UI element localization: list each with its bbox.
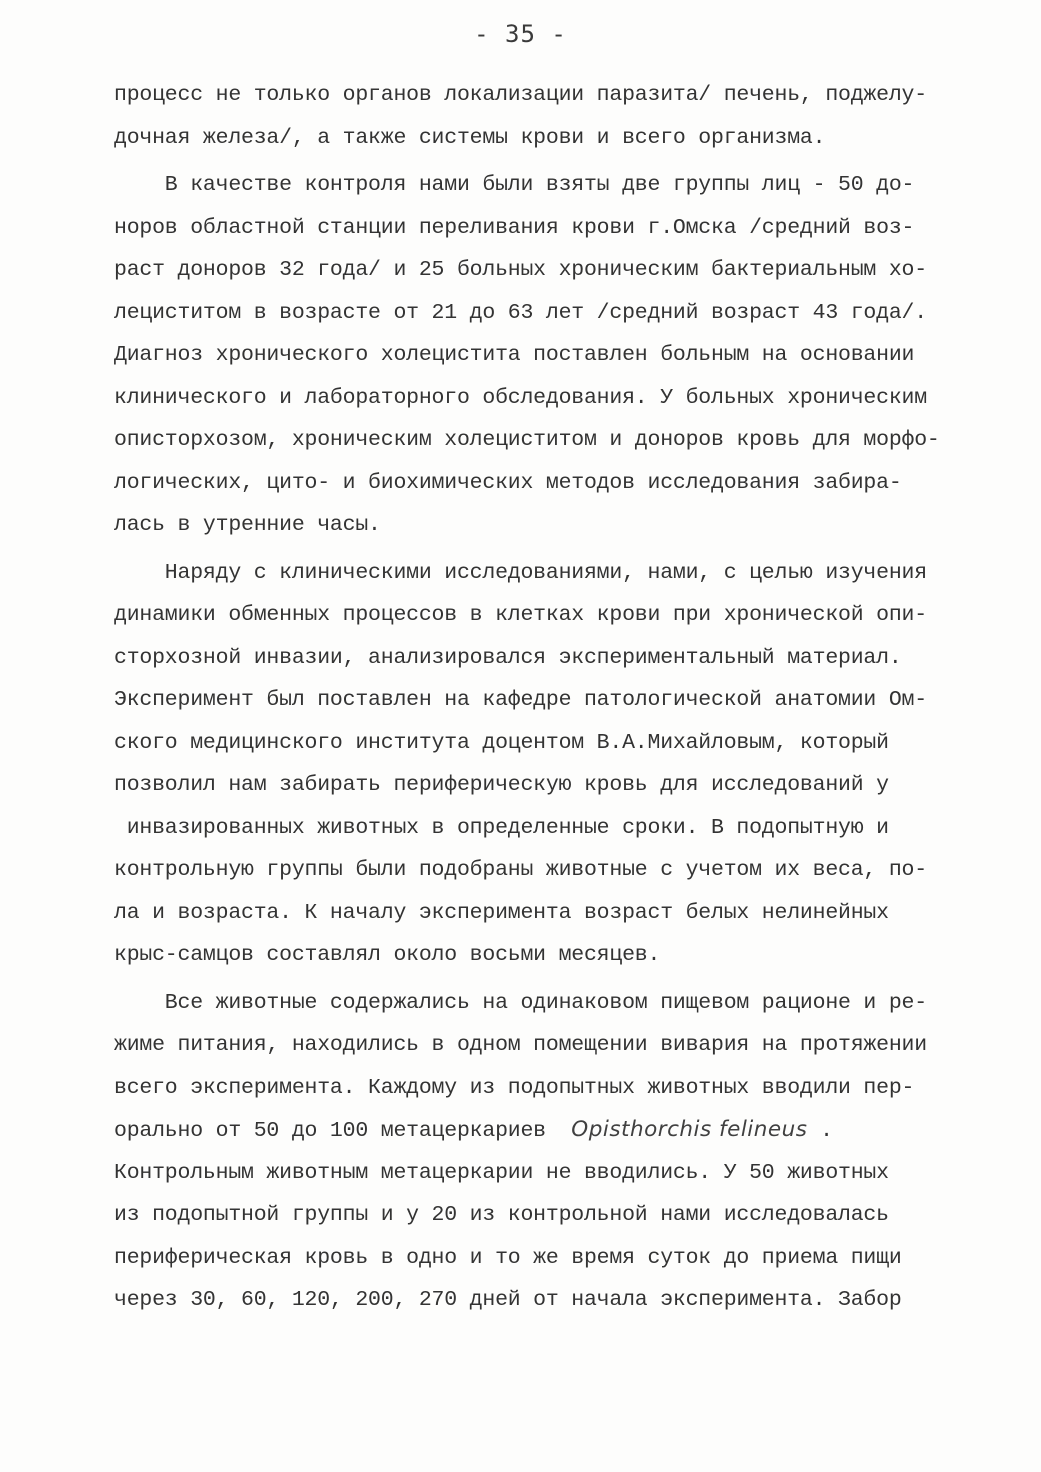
text-line: описторхозом, хроническим холециститом и доноров кровь для морфо-	[114, 428, 940, 452]
text-line: Наряду с клиническими исследованиями, нами, с целью изучения	[114, 560, 927, 585]
text-line: клинического и лабораторного обследования. У больных хроническим	[114, 385, 927, 410]
text-line: раст доноров 32 года/ и 25 больных хроническим бактериальным хо-	[114, 258, 927, 282]
text-line: лециститом в возрасте от 21 до 63 лет /средний возраст 43 года/.	[114, 300, 927, 325]
text-line: лась в утренние часы.	[114, 513, 381, 537]
text-line: Контрольным животным метацеркарии не вводились. У 50 животных	[114, 1160, 889, 1185]
text-before-species: орально от 50 до 100 метацеркариев	[114, 1119, 572, 1143]
paragraph-2	[114, 164, 954, 547]
text-line: крыс-самцов составлял около восьми месяцев.	[114, 943, 661, 967]
body-text	[114, 74, 954, 1322]
text-line: инвазированных животных в определенные сроки. В подопытную и	[114, 815, 889, 840]
text-line: норов областной станции переливания крови г.Омска /средний воз-	[114, 215, 915, 240]
text-line: всего эксперимента. Каждому из подопытных животных вводили пер-	[114, 1075, 915, 1100]
text-line-species	[114, 1109, 954, 1152]
text-line: ского медицинского института доцентом В.А.Михайловым, который	[114, 730, 889, 755]
text-line: через 30, 60, 120, 200, 270 дней от начала эксперимента. Забор	[114, 1288, 902, 1312]
text-line: периферическая кровь в одно и то же время суток до приема пищи	[114, 1245, 902, 1270]
text-line: позволил нам забирать периферическую кровь для исследований у	[114, 773, 889, 797]
text-line: процесс не только органов локализации паразита/ печень, поджелу-	[114, 83, 927, 107]
species-name-handwritten: Opisthorchis felineus	[571, 1117, 808, 1142]
text-line: Диагноз хронического холецистита поставлен больным на основании	[114, 343, 915, 367]
text-after-species: .	[807, 1119, 833, 1143]
paragraph-3	[114, 552, 954, 977]
text-line: сторхозной инвазии, анализировался экспериментальный материал.	[114, 645, 902, 670]
text-line: динамики обменных процессов в клетках крови при хронической опи-	[114, 603, 927, 627]
text-line: ла и возраста. К началу эксперимента возраст белых нелинейных	[114, 900, 889, 925]
paragraph-1	[114, 74, 954, 159]
paragraph-4	[114, 982, 954, 1322]
text-line: В качестве контроля нами были взяты две группы лиц - 50 до-	[114, 173, 915, 197]
text-line: Эксперимент был поставлен на кафедре патологической анатомии Ом-	[114, 688, 927, 712]
text-line: Все животные содержались на одинаковом пищевом рационе и ре-	[114, 990, 927, 1015]
page-number: - 35 -	[474, 20, 567, 48]
text-line: жиме питания, находились в одном помещении вивария на протяжении	[114, 1033, 927, 1057]
text-line: контрольную группы были подобраны животные с учетом их веса, по-	[114, 858, 927, 882]
text-line: из подопытной группы и у 20 из контрольной нами исследовалась	[114, 1203, 889, 1227]
text-line: дочная железа/, а также системы крови и всего организма.	[114, 125, 826, 150]
text-line: логических, цито- и биохимических методов исследования забира-	[114, 470, 902, 495]
